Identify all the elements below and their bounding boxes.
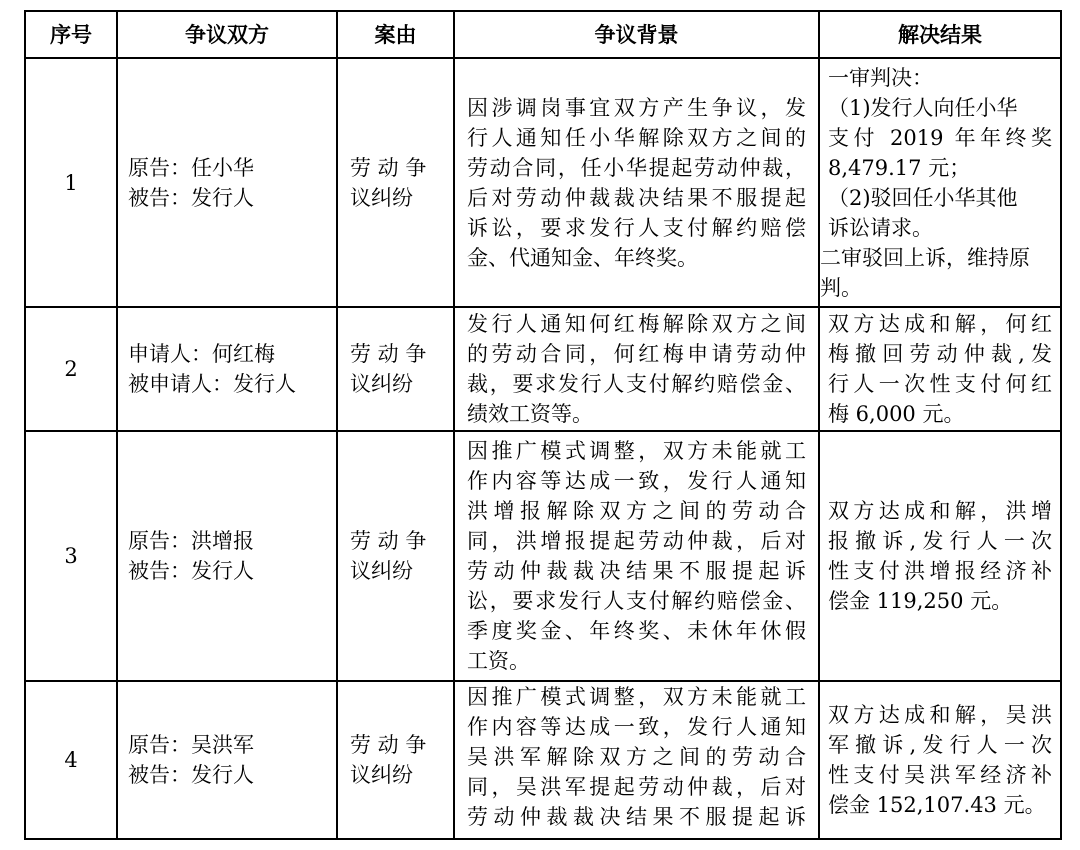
- dispute-parties: 申请人：何红梅 被申请人：发行人: [117, 307, 337, 431]
- row-number: 3: [25, 431, 117, 681]
- row-number: 4: [25, 681, 117, 839]
- dispute-background: 因涉调岗事宜双方产生争议，发 行人通知任小华解除双方之间的 劳动合同，任小华提起劳动仲裁， 后对劳动仲裁裁决结果不服提起 诉讼，要求发行人支付解约赔偿 金、代通知金、年终奖。: [454, 58, 819, 307]
- table-row: [25, 431, 1061, 681]
- disputes-table: [24, 10, 1062, 840]
- dispute-background: [454, 681, 819, 839]
- table-row: [25, 58, 1061, 307]
- dispute-parties: 原告：吴洪军 被告：发行人: [117, 681, 337, 839]
- case-cause: 劳 动 争 议纠纷: [337, 307, 454, 431]
- dispute-background: 发行人通知何红梅解除双方之间 的劳动合同，何红梅申请劳动仲 裁，要求发行人支付解约赔偿金、 绩效工资等。: [454, 307, 819, 431]
- dispute-parties: 原告：洪增报 被告：发行人: [117, 431, 337, 681]
- resolution-result: 双方达成和解，吴洪 军撤诉,发行人一次 性支付吴洪军经济补 偿金 152,107.43 元。: [819, 681, 1061, 839]
- header-background: 争议背景: [454, 11, 819, 58]
- row-number: 1: [25, 58, 117, 307]
- background-text-clip: 因推广模式调整，双方未能就工 作内容等达成一致，发行人通知 吴洪军解除双方之间的劳动合 同，吴洪军提起劳动仲裁，后对 劳动仲裁裁决结果不服提起诉: [467, 685, 806, 829]
- case-cause: 劳 动 争 议纠纷: [337, 58, 454, 307]
- resolution-result: 双方达成和解，洪增 报撤诉,发行人一次 性支付洪增报经济补 偿金 119,250 元。: [819, 431, 1061, 681]
- table-header-row: [25, 11, 1061, 58]
- header-cause: 案由: [337, 11, 454, 58]
- dispute-parties: 原告：任小华 被告：发行人: [117, 58, 337, 307]
- table-row: [25, 307, 1061, 431]
- resolution-result: 一审判决： （1)发行人向任小华 支付 2019 年年终奖 8,479.17 元； （2)驳回任小华其他 诉讼请求。 二审驳回上诉，维持原 判。: [819, 58, 1061, 307]
- header-result: 解决结果: [819, 11, 1061, 58]
- case-cause: 劳 动 争 议纠纷: [337, 681, 454, 839]
- case-cause: 劳 动 争 议纠纷: [337, 431, 454, 681]
- resolution-result: 双方达成和解，何红 梅撤回劳动仲裁,发 行人一次性支付何红 梅 6,000 元。: [819, 307, 1061, 431]
- header-parties: 争议双方: [117, 11, 337, 58]
- row-number: 2: [25, 307, 117, 431]
- header-no: 序号: [25, 11, 117, 58]
- table-row: [25, 681, 1061, 839]
- dispute-background: 因推广模式调整，双方未能就工 作内容等达成一致，发行人通知 洪增报解除双方之间的劳动合 同，洪增报提起劳动仲裁，后对 劳动仲裁裁决结果不服提起诉 讼，要求发行人支付解约赔偿金、 季度奖金、年终奖、未休年休假 工资。: [454, 431, 819, 681]
